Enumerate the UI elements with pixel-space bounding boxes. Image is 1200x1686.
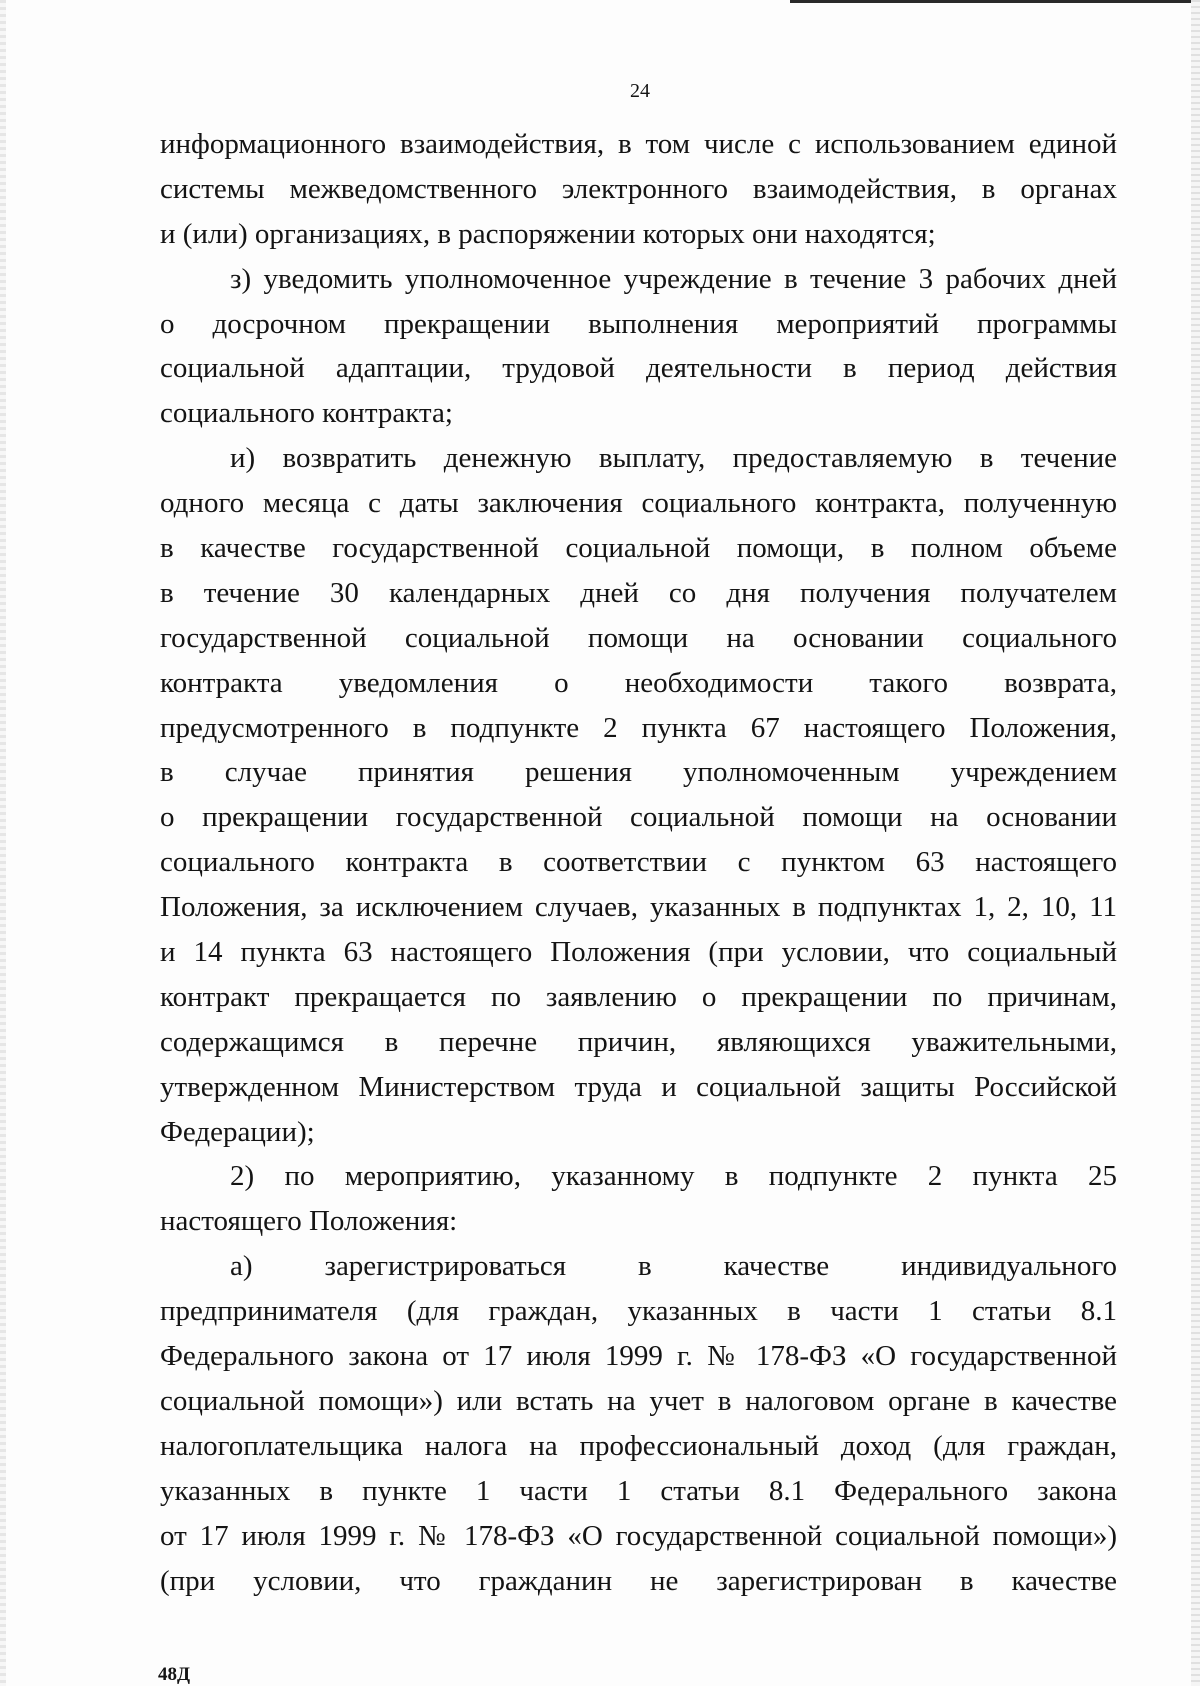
text-line: системы межведомственного электронного взаимодействия, в органах (160, 172, 1117, 205)
text-line: Положения, за исключением случаев, указанных в подпунктах 1, 2, 10, 11 (160, 891, 1117, 924)
text-line: контракт прекращается по заявлению о прекращении по причинам, (160, 980, 1117, 1013)
text-line: социального контракта в соответствии с пунктом 63 настоящего (160, 846, 1117, 879)
text-line: (при условии, что гражданин не зарегистрирован в качестве (160, 1564, 1117, 1597)
text-line: социального контракта; (160, 397, 453, 430)
text-line: информационного взаимодействия, в том числе с использованием единой (160, 128, 1117, 160)
text-line: одного месяца с даты заключения социального контракта, полученную (160, 487, 1117, 520)
text-line: налогоплательщика налога на профессиональный доход (для граждан, (160, 1429, 1117, 1462)
document-body-text (160, 122, 1117, 1603)
text-line: в качестве государственной социальной помощи, в полном объеме (160, 532, 1117, 565)
text-line: социальной адаптации, трудовой деятельности в период действия (160, 352, 1117, 385)
scan-edge-left (0, 0, 6, 1686)
text-line: а) зарегистрироваться в качестве индивидуального (230, 1250, 1117, 1283)
text-line: Федерации); (160, 1115, 315, 1148)
page-number: 24 (630, 80, 650, 102)
text-line: и (или) организациях, в распоряжении которых они находятся; (160, 217, 936, 250)
text-line: указанных в пункте 1 части 1 статьи 8.1 Федерального закона (160, 1474, 1117, 1507)
text-line: содержащимся в перечне причин, являющихся уважительными, (160, 1025, 1117, 1058)
scan-edge-right (1191, 0, 1200, 1686)
text-line: 2) по мероприятию, указанному в подпункте 2 пункта 25 (230, 1160, 1117, 1193)
text-line: предпринимателя (для граждан, указанных в части 1 статьи 8.1 (160, 1295, 1117, 1328)
text-line: в течение 30 календарных дней со дня получения получателем (160, 576, 1117, 609)
text-line: и 14 пункта 63 настоящего Положения (при условии, что социальный (160, 936, 1117, 969)
text-line: социальной помощи») или встать на учет в налоговом органе в качестве (160, 1384, 1117, 1417)
text-line: от 17 июля 1999 г. № 178-ФЗ «О государственной социальной помощи») (160, 1519, 1117, 1552)
text-line: з) уведомить уполномоченное учреждение в течение 3 рабочих дней (230, 262, 1117, 295)
text-line: предусмотренного в подпункте 2 пункта 67 настоящего Положения, (160, 711, 1117, 744)
text-line: о прекращении государственной социальной помощи на основании (160, 801, 1117, 834)
text-line: государственной социальной помощи на основании социального (160, 621, 1117, 654)
text-line: в случае принятия решения уполномоченным учреждением (160, 756, 1117, 789)
text-line: утвержденном Министерством труда и социальной защиты Российской (160, 1070, 1117, 1103)
scan-edge-top (790, 0, 1200, 3)
text-line: Федерального закона от 17 июля 1999 г. № 178-ФЗ «О государственной (160, 1340, 1117, 1373)
text-line: о досрочном прекращении выполнения мероприятий программы (160, 307, 1117, 340)
text-line: и) возвратить денежную выплату, предоставляемую в течение (230, 442, 1117, 475)
text-line: контракта уведомления о необходимости такого возврата, (160, 666, 1117, 699)
text-line: настоящего Положения: (160, 1205, 458, 1238)
footer-document-code: 48Д (158, 1664, 191, 1685)
